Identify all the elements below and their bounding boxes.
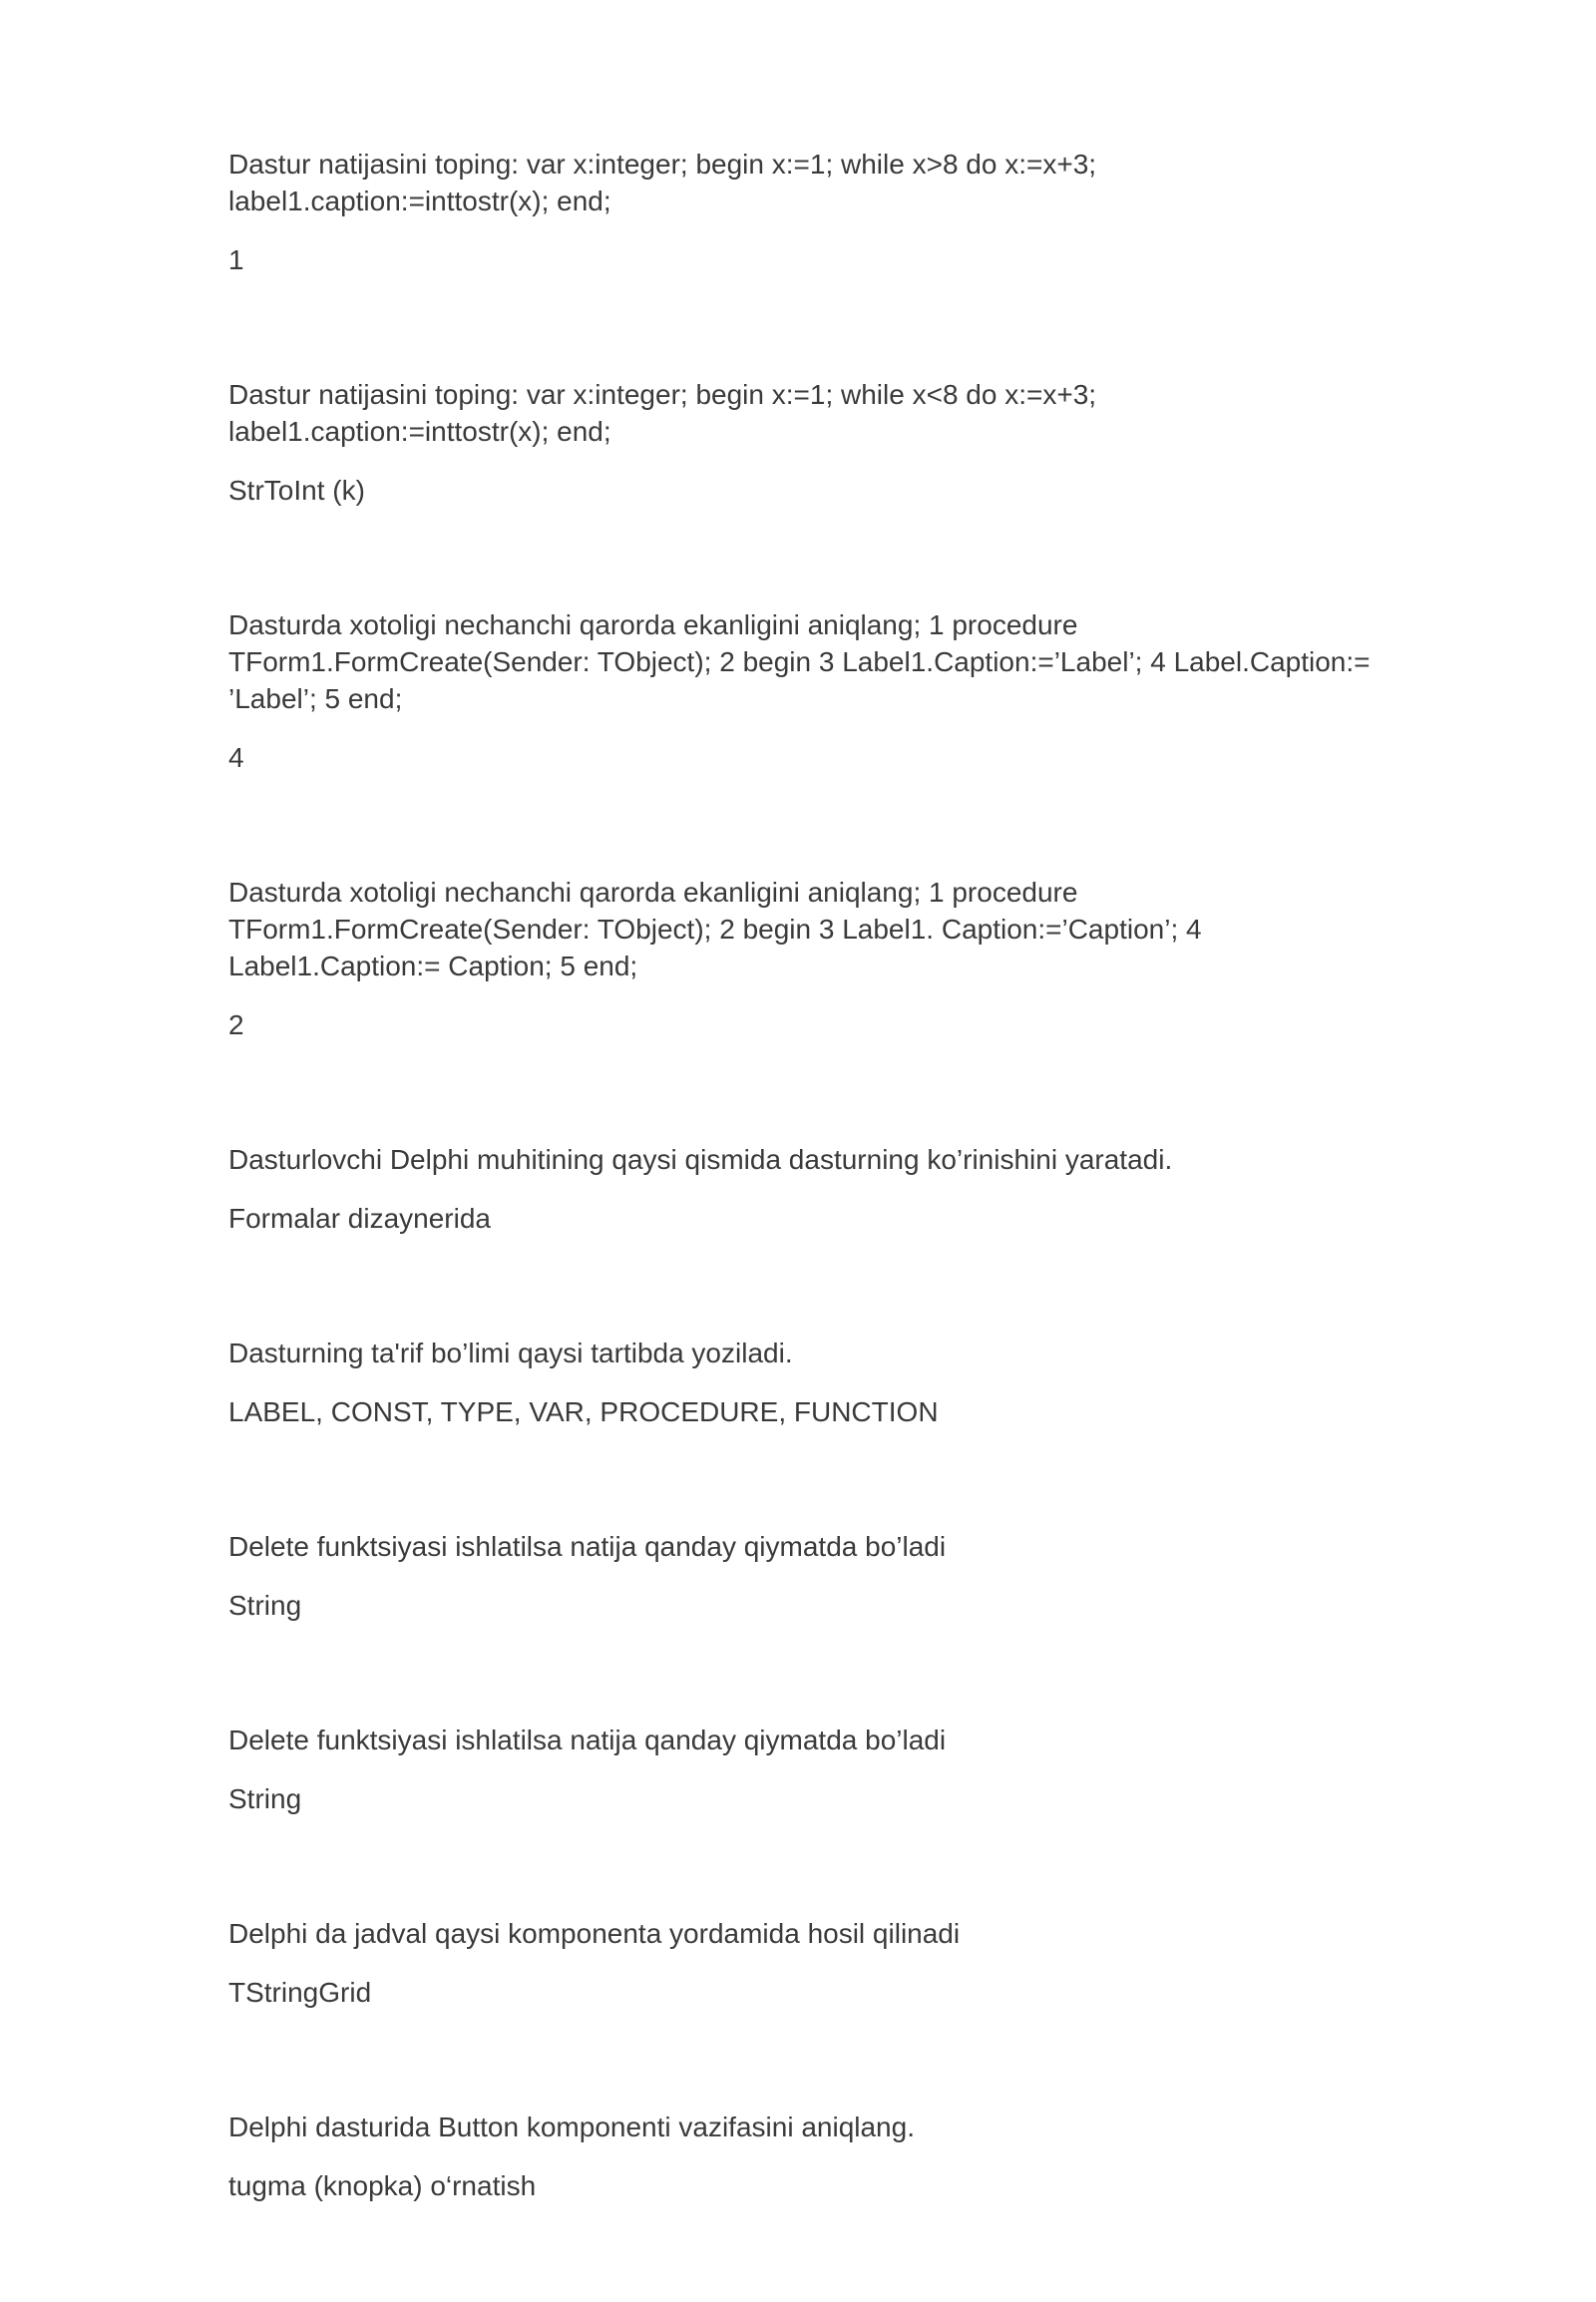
answer-text: 1 [228, 244, 244, 275]
question-text: Delete funktsiyasi ishlatilsa natija qanday qiymatda bo’ladi [228, 1725, 947, 1755]
question-text: Delphi dasturida Button komponenti vazifasini aniqlang. [228, 2111, 915, 2142]
qa-item [228, 2109, 1455, 2204]
question-text: Dastur natijasini toping: var x:integer; begin x:=1; while x<8 do x:=x+3; label1.caption:=inttostr(x); end; [228, 379, 1097, 447]
question-text: Dastur natijasini toping: var x:integer; begin x:=1; while x>8 do x:=x+3; label1.caption:=inttostr(x); end; [228, 149, 1097, 216]
answer-text: Formalar dizaynerida [228, 1203, 491, 1234]
qa-list [228, 146, 1455, 2302]
question-text: Dasturlovchi Delphi muhitining qaysi qismida dasturning ko’rinishini yaratadi. [228, 1144, 1173, 1175]
qa-item [228, 874, 1455, 1043]
question-text: Delphi da jadval qaysi komponenta yordamida hosil qilinadi [228, 1918, 961, 1949]
answer-text: tugma (knopka) o‘rnatish [228, 2170, 537, 2201]
question-text: Dasturda xotoligi nechanchi qarorda ekanligini aniqlang; 1 procedure TForm1.FormCreate(Sender: TObject); 2 begin 3 Label1.Caption:=’Label’; 4 Label.Caption:= ’Label’; 5 end; [228, 609, 1371, 714]
question-text: Dasturning ta'rif bo’limi qaysi tartibda yoziladi. [228, 1338, 793, 1368]
answer-text: LABEL, CONST, TYPE, VAR, PROCEDURE, FUNCTION [228, 1396, 939, 1427]
qa-item [228, 1915, 1455, 2011]
qa-item [228, 606, 1455, 776]
answer-text: String [228, 1783, 302, 1814]
answer-text: 4 [228, 742, 244, 773]
question-text: Delete funktsiyasi ishlatilsa natija qanday qiymatda bo’ladi [228, 1531, 947, 1562]
qa-item [228, 1335, 1455, 1430]
qa-item [228, 1528, 1455, 1624]
answer-text: StrToInt (k) [228, 475, 365, 506]
qa-item [228, 1141, 1455, 1237]
question-text: Dasturda xotoligi nechanchi qarorda ekanligini aniqlang; 1 procedure TForm1.FormCreate(Sender: TObject); 2 begin 3 Label1. Caption:=’Caption’; 4 Label1.Caption:= Caption; 5 end; [228, 877, 1202, 981]
answer-text: TStringGrid [228, 1977, 372, 2008]
answer-text: 2 [228, 1009, 244, 1040]
qa-item [228, 376, 1455, 509]
qa-item [228, 146, 1455, 278]
qa-item [228, 1722, 1455, 1817]
answer-text: String [228, 1590, 302, 1621]
